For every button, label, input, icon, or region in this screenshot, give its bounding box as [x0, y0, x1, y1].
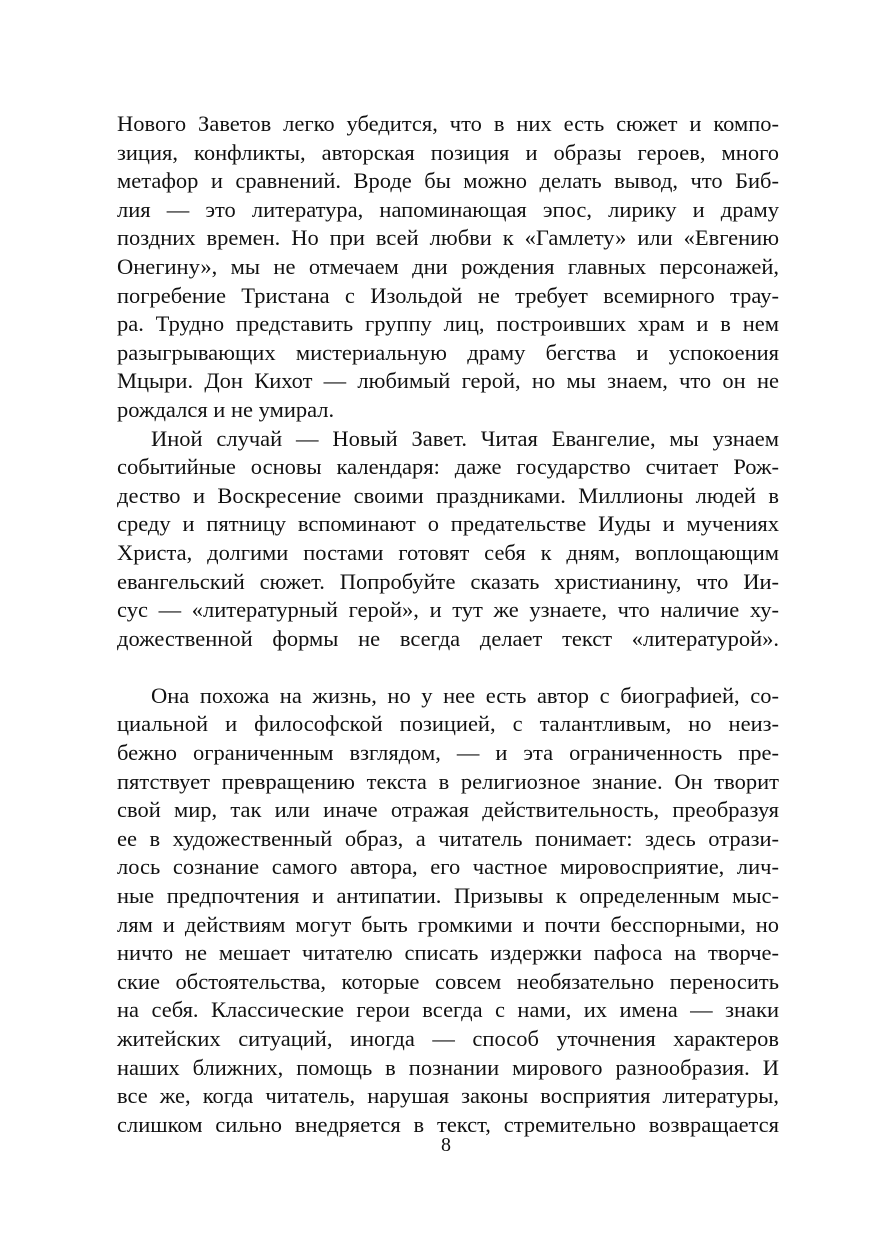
text-line: рождался и не умирал. [117, 396, 335, 422]
text-line: Иной случай — Новый Завет. Читая Евангелие, мы узнаем [151, 425, 779, 451]
text-line [117, 653, 779, 682]
text-line: на себя. Классические герои всегда с нами, их имена — знаки [117, 997, 779, 1023]
text-line: Мцыри. Дон Кихот — любимый герой, но мы знаем, что он не [117, 368, 779, 394]
text-line: ее в художественный образ, а читатель понимает: здесь отрази- [117, 825, 779, 851]
page-number: 8 [441, 1134, 451, 1156]
text-line: ские обстоятельства, которые совсем необязательно переносить [117, 968, 779, 994]
text-line: лия — это литература, напоминающая эпос, лирику и драму [117, 196, 779, 222]
text-line: ничто не мешает читателю списать издержки пафоса на творче- [117, 940, 779, 966]
text-line: сус — «литературный герой», и тут же узнаете, что наличие ху- [117, 597, 779, 623]
text-line: бежно ограниченным взглядом, — и эта ограниченность пре- [117, 740, 779, 766]
paragraph-1 [117, 110, 779, 425]
text-line: житейских ситуаций, иногда — способ уточнения характеров [117, 1026, 779, 1051]
text-line: свой мир, так или иначе отражая действительность, преобразуя [117, 797, 779, 823]
text-line: Нового Заветов легко убедится, что в них есть сюжет и компо- [117, 111, 779, 136]
text-line: погребение Тристана с Изольдой не требует всемирного трау- [117, 282, 779, 308]
text-line: ные предпочтения и антипатии. Призывы к определенным мыс- [117, 883, 779, 909]
text-line: пятствует превращению текста в религиозное знание. Он творит [117, 768, 779, 794]
text-line: дожественной формы не всегда делает текст «литературой». [117, 625, 779, 651]
text-line: разыгрывающих мистериальную драму бегства и успокоения [117, 339, 779, 365]
paragraph-3 [117, 682, 779, 1140]
body-text [117, 110, 779, 1139]
text-line: циальной и философской позицией, с талантливым, но неиз- [117, 711, 779, 737]
text-line: среду и пятницу вспоминают о предательстве Иуды и мучениях [117, 511, 779, 537]
text-line: евангельский сюжет. Попробуйте сказать христианину, что Ии- [117, 568, 779, 594]
text-line: лям и действиям могут быть громкими и почти бесспорными, но [117, 911, 779, 937]
text-line: лось сознание самого автора, его частное мировосприятие, лич- [117, 854, 779, 880]
text-line: ра. Трудно представить группу лиц, построивших храм и в нем [117, 311, 779, 337]
paragraph-2 [117, 425, 779, 682]
text-line: все же, когда читатель, нарушая законы восприятия литературы, [117, 1083, 779, 1109]
text-line: метафор и сравнений. Вроде бы можно делать вывод, что Биб- [117, 168, 779, 194]
text-line: Она похожа на жизнь, но у нее есть автор с биографией, со- [151, 682, 779, 708]
text-line: Онегину», мы не отмечаем дни рождения главных персонажей, [117, 253, 779, 279]
text-line: наших ближних, помощь в познании мирового разнообразия. И [117, 1054, 779, 1080]
text-line: зиция, конфликты, авторская позиция и образы героев, много [117, 139, 779, 165]
text-line: слишком сильно внедряется в текст, стремительно возвращается [117, 1111, 779, 1137]
text-line: событийные основы календаря: даже государство считает Рож- [117, 454, 779, 480]
text-line: дество и Воскресение своими праздниками. Миллионы людей в [117, 482, 779, 508]
text-line: поздних времен. Но при всей любви к «Гамлету» или «Евгению [117, 225, 779, 251]
text-line: Христа, долгими постами готовят себя к дням, воплощающим [117, 539, 779, 565]
